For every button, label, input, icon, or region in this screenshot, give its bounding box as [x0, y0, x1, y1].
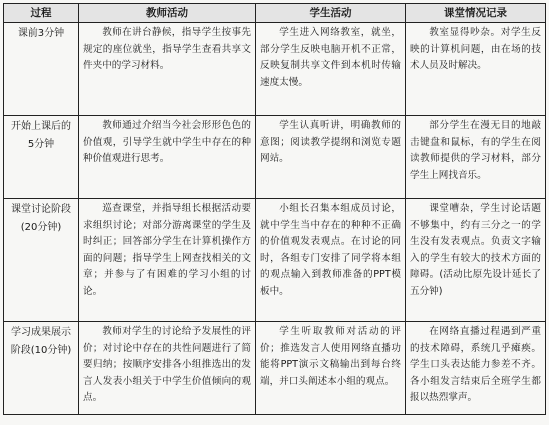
classroom-record-cell: 课堂嘈杂，学生讨论话题不够集中，约有三分之一的学生没有发表观点。负责文字输入的学生有较大的技术方面的障碍。(活动比原先设计延长了五分钟): [406, 199, 546, 322]
header-teacher-activity: 教师活动: [79, 4, 256, 23]
table-row: [4, 322, 546, 415]
teacher-activity-cell: 巡查课堂，并指导组长根据活动要求组织讨论；对部分游离课堂的学生及时纠正；回答部分学生在计算机操作方面的问题；指导学生上网查找相关的文章；并参与了有困难的学习小组的讨论。: [79, 199, 256, 322]
student-activity-cell: 学生听取教师对活动的评价；推选发言人使用网络直播功能将PPT演示文稿输出到每台终端，并口头阐述本小组的观点。: [256, 322, 406, 415]
phase-cell: 学习成果展示阶段(10分钟): [4, 322, 79, 415]
student-activity-cell: 学生进入网络教室，就坐，部分学生反映电脑开机不正常，反映复制共享文件到本机时传输速度太慢。: [256, 23, 406, 116]
teacher-activity-cell: 教师对学生的讨论给予发展性的评价；对讨论中存在的共性问题进行了简要归纳；按顺序安排各小组推选出的发言人发表小组关于中学生价值倾向的观点。: [79, 322, 256, 415]
phase-cell: 课堂讨论阶段(20分钟): [4, 199, 79, 322]
classroom-record-cell: 教室显得吵杂。对学生反映的计算机问题，由在场的技术人员及时解决。: [406, 23, 546, 116]
phase-cell: 课前3分钟: [4, 23, 79, 116]
classroom-record-table: [3, 3, 546, 415]
student-activity-cell: 小组长召集本组成员讨论，就中学生当中存在的种种不正确的价值观发表观点。在讨论的同时，各组专门安排了同学将本组的观点输入到教师准备的PPT模板中。: [256, 199, 406, 322]
classroom-record-cell: 在网络直播过程遇到严重的技术障碍，系统几乎瘫痪。学生口头表达能力参差不齐。各小组发言结束后全班学生都报以热烈掌声。: [406, 322, 546, 415]
classroom-record-cell: 部分学生在漫无目的地敲击键盘和鼠标，有的学生在阅读教师提供的学习材料，部分学生上网找音乐。: [406, 116, 546, 199]
header-process: 过程: [4, 4, 79, 23]
table-row: [4, 116, 546, 199]
teacher-activity-cell: 教师在讲台静候，指导学生按事先规定的座位就坐，指导学生查看共享文件夹中的学习材料。: [79, 23, 256, 116]
phase-cell: 开始上课后的5分钟: [4, 116, 79, 199]
teacher-activity-cell: 教师通过介绍当今社会形形色色的价值观，引导学生就中学生中存在的种种价值观进行思考。: [79, 116, 256, 199]
header-student-activity: 学生活动: [256, 4, 406, 23]
student-activity-cell: 学生认真听讲，明确教师的意图；阅读教学提纲和浏览专题网站。: [256, 116, 406, 199]
table-row: [4, 23, 546, 116]
table-row: [4, 199, 546, 322]
table-header-row: [4, 4, 546, 23]
header-classroom-record: 课堂情况记录: [406, 4, 546, 23]
